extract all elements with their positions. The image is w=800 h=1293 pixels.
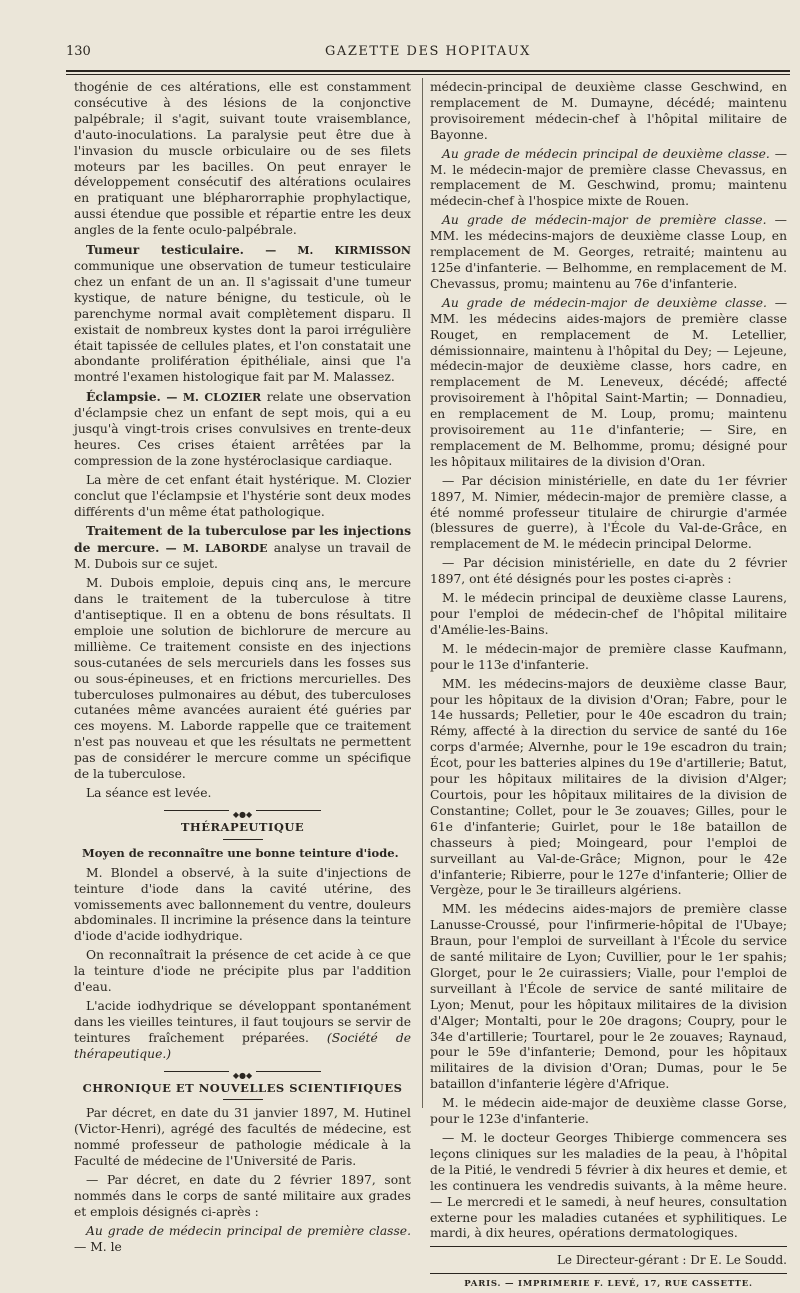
paragraph (74, 999, 411, 1063)
paragraph-text: L'acide iodhydrique se développant spontanément dans les vieilles teintures, il faut toujours se servir de teintures fraîchement préparées. (74, 998, 411, 1045)
page-number: 130 (66, 44, 91, 59)
paragraph-text: — MM. les médecins aides-majors de première classe Rouget, en remplacement de M. Letellier, démissionnaire, maintenu à l'hôpital du Dey; — Lejeune, médecin-major de deuxième classe, hors cadre, en remplacement de M. Leneveux, décédé; affecté provisoirement à l'hôpital Saint-Martin; — Donnadieu, en remplacement de M. Loup, promu; maintenu provisoirement au 11e d'infanterie; — Sire, en remplacement de M. Belhomme, promu; désigné pour les hôpitaux militaires de la division d'Oran. (430, 295, 787, 469)
printer-imprint: PARIS. — IMPRIMERIE F. LEVÉ, 17, RUE CASSETTE. (464, 1279, 753, 1290)
section-heading-therapeutique: THÉRAPEUTIQUE (180, 819, 305, 834)
paragraph: thogénie de ces altérations, elle est constamment consécutive à des lésions de la conjonctive palpébrale; il s'agit, suivant toute vraisemblance, d'auto-inoculations. La paralysie peut être due à l'invasion du muscle orbiculaire ou de ses filets moteurs par les bacilles. On peut enrayer le développement consécutif des altérations oculaires en pratiquant une blépharorraphie prophylactique, aussi étendue que possible et répartie entre les deux angles de la fente oculo-palpébrale. (74, 80, 411, 238)
grade-heading: Au grade de médecin-major de première classe. (442, 213, 767, 228)
paragraph (430, 296, 787, 471)
left-column (74, 80, 411, 1259)
paragraph (430, 213, 787, 293)
section-title: Tumeur testiculaire. (86, 242, 244, 258)
paragraph: médecin-principal de deuxième classe Geschwind, en remplacement de M. Dumayne, décédé; maintenu provisoirement médecin-chef à l'hôpital militaire de Bayonne. (430, 80, 787, 142)
grade-heading: Au grade de médecin principal de première classe. (86, 1223, 411, 1238)
section-heading-chronique: CHRONIQUE ET NOUVELLES SCIENTIFIQUES (82, 1080, 403, 1095)
paragraph: M. le médecin principal de deuxième classe Laurens, pour l'emploi de médecin-chef de l'hôpital militaire d'Amélie-les-Bains. (430, 591, 787, 637)
paragraph: M. Dubois emploie, depuis cinq ans, le mercure dans le traitement de la tuberculose à titre d'antiseptique. Il en a obtenu de bons résultats. Il emploie une solution de bichlorure de mercure au millième. Ce traitement consiste en des injections sous-cutanées de sels mercuriels dans les fosses sus ou sous-épineuses, et en frictions mercurielles. Des tuberculoses pulmonaires au début, des tuberculoses cutanées même avancées auraient été guéries par ces moyens. M. Laborde rappelle que ce traitement n'est pas nouveau et que les résultats ne permettent pas de considérer le mercure comme un spécifique de la tuberculose. (74, 576, 411, 782)
paragraph: M. le médecin-major de première classe Kaufmann, pour le 113e d'infanterie. (430, 641, 787, 672)
header-rule (66, 70, 790, 72)
paragraph: On reconnaîtrait la présence de cet acide à ce que la teinture d'iode ne précipite plus par l'addition d'eau. (74, 948, 411, 995)
paragraph: MM. les médecins-majors de deuxième classe Baur, pour les hôpitaux de la division d'Oran; Fabre, pour le 14e hussards; Pelletier, pour le 40e escadron du train; Rémy, affecté à la direction du service de santé du 16e corps d'armée; Alvernhe, pour le 19e escadron du train; Écot, pour les batteries alpines du 19e d'artillerie; Batut, pour les hôpitaux militaires de la division d'Alger; Courtois, pour les hôpitaux militaires de la division de Constantine; Collet, pour le 3e zouaves; Gilles, pour le 61e d'infanterie; Guirlet, pour le 18e bataillon de chasseurs à pied; Moingeard, pour l'emploi de surveillant au Val-de-Grâce; Mignon, pour le 42e d'infanterie; Ribierre, pour le 127e d'infanterie; Ollier de Vergèze, pour le 3e tirailleurs algériens. (430, 676, 787, 898)
paragraph: — Par décision ministérielle, en date du 2 février 1897, ont été désignés pour les postes ci-après : (430, 556, 787, 587)
paragraph (74, 1224, 411, 1256)
paragraph: M. Blondel a observé, à la suite d'injections de teinture d'iode dans la cavité utérine, des vomissements avec ballonnement du ventre, douleurs abdominales. Il incrimine la présence dans la teinture d'iode d'acide iodhydrique. (74, 865, 411, 944)
section-title: Éclampsie. (86, 389, 161, 405)
printer-rule (430, 1273, 787, 1274)
column-divider (422, 78, 423, 1108)
right-column (430, 80, 787, 1293)
paragraph-text: relate une observation d'éclampsie chez un enfant de sept mois, qui a eu jusqu'à vingt-trois crises convulsives en trente-deux heures. Ces crises étaient arrêtées par la compression de la zone hystéroclasique cardiaque. (74, 390, 411, 468)
author-name: — M. LABORDE (159, 542, 268, 556)
ornament-glyph: ◆●◆ (229, 810, 256, 819)
director-signature: Le Directeur-gérant : Dr E. Le Soudd. (556, 1253, 787, 1268)
paragraph: — M. le docteur Georges Thibierge commencera ses leçons cliniques sur les maladies de la peau, à l'hôpital de la Pitié, le vendredi 5 février à dix heures et demie, et les continuera les vendredis suivants, à la même heure. — Le mercredi et le samedi, à neuf heures, consultation externe pour les maladies cutanées et syphilitiques. Le mardi, à dix heures, opérations dermatologiques. (430, 1131, 787, 1241)
paragraph: La mère de cet enfant était hystérique. M. Clozier conclut que l'éclampsie et l'hystérie sont deux modes différents d'un même état pathologique. (74, 472, 411, 519)
signature-rule (430, 1246, 787, 1247)
journal-title: GAZETTE DES HOPITAUX (325, 44, 531, 59)
grade-heading: Au grade de médecin principal de deuxième classe. (442, 146, 770, 161)
heading-rule (223, 839, 263, 840)
page-header (66, 44, 790, 66)
paragraph: M. le médecin aide-major de deuxième classe Gorse, pour le 123e d'infanterie. (430, 1096, 787, 1127)
paragraph (430, 147, 787, 211)
paragraph: Par décret, en date du 31 janvier 1897, M. Hutinel (Victor-Henri), agrégé des facultés de médecine, est nommé professeur de pathologie médicale à la Faculté de médecine de l'Université de Paris. (74, 1106, 411, 1169)
paragraph-text: analyse un travail de M. Dubois sur ce sujet. (74, 541, 411, 572)
author-name: — M. KIRMISSON (265, 244, 411, 258)
paragraph-text: — M. le (74, 1239, 122, 1254)
paragraph-tuberculose (74, 523, 411, 573)
ornament-divider (74, 806, 411, 819)
paragraph-eclampsie (74, 389, 411, 470)
paragraph: — Par décision ministérielle, en date du 1er février 1897, M. Nimier, médecin-major de première classe, a été nommé professeur titulaire de chirurgie d'armée (blessures de guerre), à l'École du Val-de-Grâce, en remplacement de M. le médecin principal Delorme. (430, 473, 787, 552)
paragraph-text: communique une observation de tumeur testiculaire chez un enfant de un an. Il s'agissait d'une tumeur kystique, de nature bénigne, du testicule, où le parenchyme normal avait complètement disparu. Il existait de nombreux kystes dont la paroi irrégulière était tapissée de cellules plates, et l'on constatait une abondante prolifération épithéliale, ainsi que l'a montré l'examen histologique fait par M. Malassez. (74, 258, 411, 385)
section-title: Traitement de la tuberculose par les injections de mercure. (74, 523, 411, 556)
subheading-iode: Moyen de reconnaître une bonne teinture d'iode. (82, 845, 399, 860)
heading-rule (223, 1099, 263, 1100)
paragraph-tumeur (74, 242, 411, 386)
paragraph-text: — MM. les médecins-majors de deuxième classe Loup, en remplacement de M. Georges, retraité; maintenu au 125e d'infanterie. — Belhomme, en remplacement de M. Chevassus, promu; maintenu au 76e d'infanterie. (430, 213, 787, 291)
paragraph: MM. les médecins aides-majors de première classe Lanusse-Croussé, pour l'infirmerie-hôpital de l'Ubaye; Braun, pour l'emploi de surveillant à l'École du service de santé militaire de Lyon; Cuvillier, pour le 1er spahis; Glorget, pour le 2e cuirassiers; Vialle, pour l'emploi de surveillant à l'École de service de santé militaire de Lyon; Menut, pour les hôpitaux militaires de la division d'Alger; Montalti, pour le 20e dragons; Coupry, pour le 34e d'artillerie; Tourtarel, pour le 2e zouaves; Raynaud, pour le 59e d'infanterie; Demond, pour les hôpitaux militaires de la division d'Oran; Dumas, pour le 5e bataillon d'infanterie légère d'Afrique. (430, 902, 787, 1092)
grade-heading: Au grade de médecin-major de deuxième classe. (442, 295, 767, 310)
author-name: — M. CLOZIER (160, 391, 262, 405)
source-citation: (Société de thérapeutique.) (74, 1030, 411, 1061)
paragraph-text: — M. le médecin-major de première classe Chevassus, en remplacement de M. Geschwind, promu; maintenu médecin-chef à l'hospice mixte de Rouen. (430, 146, 787, 209)
header-rule-thin (66, 74, 790, 75)
paragraph: — Par décret, en date du 2 février 1897, sont nommés dans le corps de santé militaire aux grades et emplois désignés ci-après : (74, 1173, 411, 1219)
ornament-divider (74, 1067, 411, 1080)
paragraph: La séance est levée. (86, 785, 212, 800)
ornament-glyph: ◆●◆ (229, 1071, 256, 1080)
